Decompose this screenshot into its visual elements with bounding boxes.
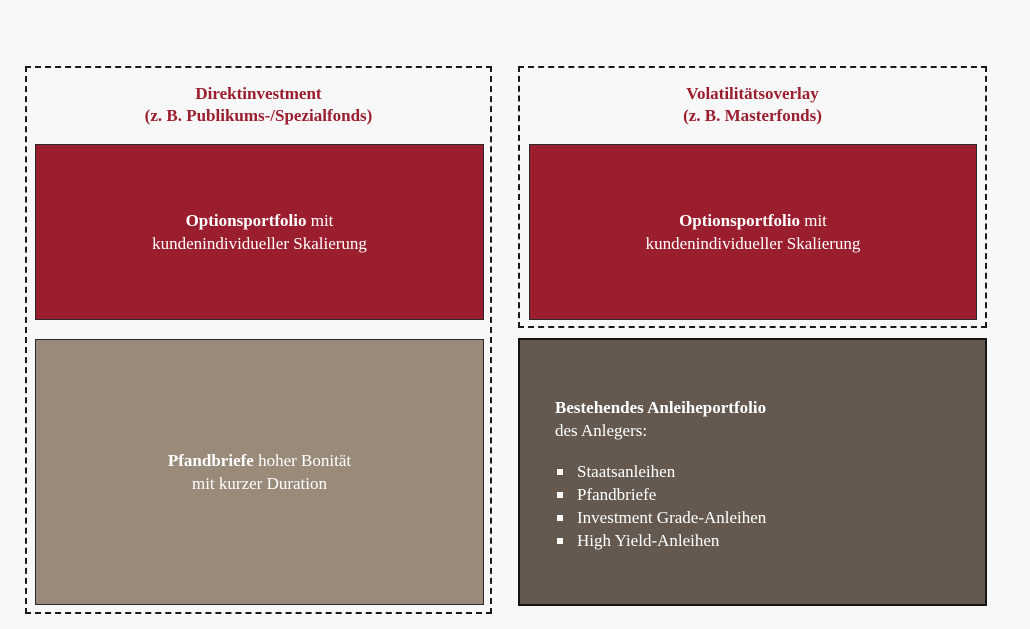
list-item xyxy=(555,529,985,552)
bond-type-label: Staatsanleihen xyxy=(577,462,676,481)
options-portfolio-rest-right: mit xyxy=(799,211,827,230)
options-portfolio-line1-left xyxy=(186,209,334,232)
bond-portfolio-subheading: des Anlegers: xyxy=(555,421,648,440)
volatility-overlay-title-line1: Volatilitätsoverlay xyxy=(686,84,819,103)
list-item xyxy=(555,483,985,506)
bond-type-label: Pfandbriefe xyxy=(577,485,657,504)
pfandbriefe-line1 xyxy=(168,449,351,472)
list-item xyxy=(555,506,985,529)
direct-investment-title xyxy=(27,83,490,127)
bond-type-list xyxy=(555,460,985,552)
pfandbriefe-box xyxy=(35,339,484,605)
bond-type-label: High Yield-Anleihen xyxy=(577,531,720,550)
direct-investment-title-line2: (z. B. Publikums-/Spezialfonds) xyxy=(144,106,373,125)
square-bullet-icon xyxy=(557,538,563,544)
bond-portfolio-heading: Bestehendes Anleiheportfolio xyxy=(555,398,767,417)
options-portfolio-bold-right: Optionsportfolio xyxy=(679,211,800,230)
direct-investment-title-line1: Direktinvestment xyxy=(195,84,322,103)
pfandbriefe-bold: Pfandbriefe xyxy=(167,451,254,470)
options-portfolio-box-left xyxy=(35,144,484,320)
bond-portfolio-box xyxy=(518,338,987,606)
square-bullet-icon xyxy=(557,469,563,475)
volatility-overlay-title-line2: (z. B. Masterfonds) xyxy=(683,106,822,125)
options-portfolio-line1-right xyxy=(679,209,827,232)
options-portfolio-box-right xyxy=(529,144,977,320)
options-portfolio-bold-left: Optionsportfolio xyxy=(185,211,307,230)
options-portfolio-line2-left: kundenindividueller Skalierung xyxy=(152,234,367,253)
pfandbriefe-line2: mit kurzer Duration xyxy=(191,474,327,493)
pfandbriefe-rest: hoher Bonität xyxy=(253,451,352,470)
square-bullet-icon xyxy=(557,515,563,521)
square-bullet-icon xyxy=(557,492,563,498)
options-portfolio-line2-right: kundenindividueller Skalierung xyxy=(645,234,861,253)
bond-type-label: Investment Grade-Anleihen xyxy=(577,508,767,527)
volatility-overlay-title xyxy=(520,83,985,127)
options-portfolio-rest-left: mit xyxy=(306,211,334,230)
list-item xyxy=(555,460,985,483)
